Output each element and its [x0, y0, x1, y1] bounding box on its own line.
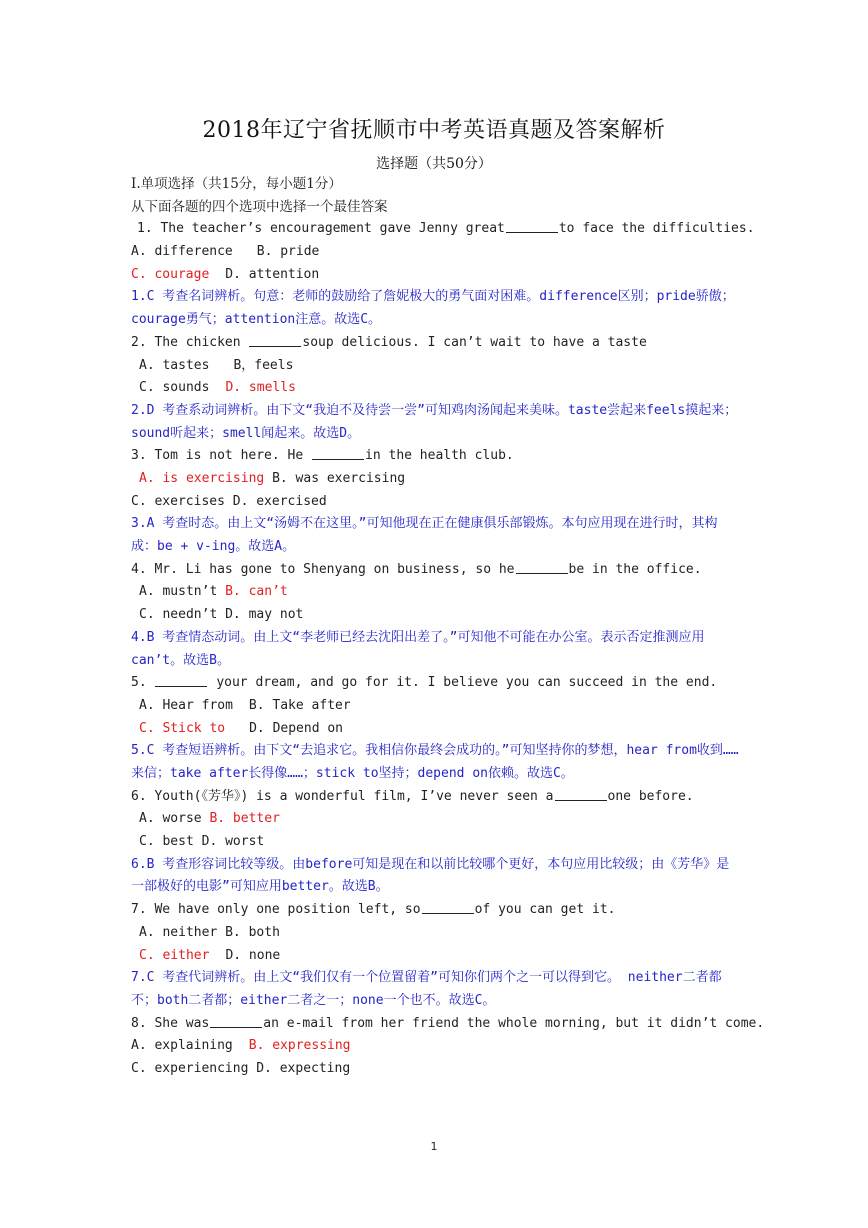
page-number: 1 — [430, 1140, 438, 1153]
question-6-options-cd — [131, 831, 741, 854]
option-d: D. worst — [201, 834, 265, 850]
option-c-correct: C. either — [139, 947, 210, 963]
question-5-stem: 5. your dream, and go for it. I believe you can succeed in the end. — [131, 675, 718, 691]
option-d-correct: D. smells — [225, 380, 296, 396]
option-c: C. exercises — [131, 493, 225, 509]
question-3-stem: 3. Tom is not here. He in the health club. — [131, 448, 514, 464]
question-3-explanation: 3.A 考查时态。由上文“汤姆不在这里。”可知他现在正在健康俱乐部锻炼。本句应用现在进行时，其构成：be + v-ing。故选A。 — [131, 516, 718, 555]
question-8-stem: 8. She was an e-mail from her friend the whole morning, but it didn’t come. — [131, 1015, 765, 1031]
instruction: 从下面各题的四个选项中选择一个最佳答案 — [131, 198, 388, 215]
option-c: C. experiencing — [131, 1061, 249, 1077]
option-b: B. pride — [256, 244, 320, 260]
question-3-options-ab — [131, 468, 741, 491]
option-d: D. none — [225, 947, 281, 963]
answer-blank — [312, 447, 364, 460]
option-d: D. attention — [225, 266, 320, 282]
option-a: A. neither — [139, 924, 218, 940]
question-3-options-cd — [131, 491, 741, 514]
question-4-stem: 4. Mr. Li has gone to Shenyang on business, so he be in the office. — [131, 561, 702, 577]
option-c: C. needn’t — [139, 607, 218, 623]
option-a-correct: A. is exercising — [139, 471, 265, 486]
option-b: B. both — [225, 924, 280, 940]
question-7-stem: 7. We have only one position left, so of you can get it. — [131, 902, 616, 918]
answer-blank — [506, 220, 558, 233]
question-5-options-ab — [131, 695, 741, 718]
option-b: B. Take after — [248, 697, 351, 713]
question-6-explanation: 6.B 考查形容词比较等级。由before可知是现在和以前比较哪个更好，本句应用比较级；由《芳华》是一部极好的电影”可知应用better。故选B。 — [131, 856, 730, 895]
option-a: A. Hear from — [139, 697, 233, 713]
question-6-stem: 6. Youth(《芳华》) is a wonderful film, I’ve never seen a one before. — [131, 788, 694, 804]
question-7-options-cd — [131, 945, 741, 968]
option-a: A. tastes — [139, 357, 210, 373]
option-b: B. was exercising — [272, 471, 406, 486]
question-5-options-cd — [131, 718, 741, 741]
document-subtitle: 选择题（共50分） — [376, 156, 492, 172]
option-c-correct: C. Stick to — [139, 720, 226, 736]
question-5-explanation: 5.C 考查短语辨析。由下文“去追求它。我相信你最终会成功的。”可知坚持你的梦想，hear from收到……来信；take after长得像……；stick to坚持；depend on依赖。故选C。 — [131, 743, 739, 782]
question-2-options-ab — [131, 355, 741, 378]
option-d: D. expecting — [256, 1061, 351, 1077]
answer-blank — [422, 901, 474, 914]
question-7-options-ab — [131, 922, 741, 945]
question-8-options-cd — [131, 1058, 741, 1081]
question-4-explanation: 4.B 考查情态动词。由上文“李老师已经去沈阳出差了。”可知他不可能在办公室。表示否定推测应用can’t。故选B。 — [131, 629, 705, 668]
option-a: A. difference — [131, 244, 233, 260]
option-d: D. exercised — [232, 493, 327, 509]
question-6-options-ab — [131, 808, 741, 831]
option-b-correct: B. expressing — [248, 1038, 351, 1054]
document-body — [131, 173, 765, 1081]
question-7-explanation: 7.C 考查代词辨析。由上文“我们仅有一个位置留着”可知你们两个之一可以得到它。 neither二者都不；both二者都；either二者之一；none一个也不。故选C。 — [131, 970, 722, 1008]
question-1-options-cd — [131, 264, 741, 287]
question-4-options-cd — [131, 604, 741, 627]
answer-blank — [516, 561, 568, 574]
question-1-options-ab — [131, 241, 741, 264]
option-c-correct: C. courage — [131, 266, 210, 282]
answer-blank — [249, 334, 301, 347]
option-d: D. may not — [225, 607, 304, 623]
question-4-options-ab — [131, 581, 741, 604]
answer-blank — [155, 674, 207, 687]
option-a: A. worse — [139, 811, 202, 827]
option-c: C. best — [139, 834, 194, 850]
section-heading: I.单项选择（共15分，每小题1分） — [131, 176, 342, 192]
option-c: C. sounds — [139, 380, 210, 396]
option-b: B，feels — [233, 357, 294, 373]
option-b-correct: B. better — [209, 811, 280, 827]
answer-blank — [210, 1015, 262, 1028]
document-title: 2018年辽宁省抚顺市中考英语真题及答案解析 — [202, 118, 666, 143]
question-2-stem: 2. The chicken soup delicious. I can’t wait to have a taste — [131, 334, 647, 350]
question-8-options-ab — [131, 1035, 741, 1058]
answer-blank — [555, 788, 607, 801]
option-a: A. explaining — [131, 1038, 233, 1054]
question-1-explanation: 1.C 考查名词辨析。句意：老师的鼓励给了詹妮极大的勇气面对困难。difference区别；pride骄傲；courage勇气；attention注意。故选C。 — [131, 289, 735, 328]
option-a: A. mustn’t — [139, 584, 218, 600]
question-2-explanation: 2.D 考查系动词辨析。由下文“我迫不及待尝一尝”可知鸡肉汤闻起来美味。taste尝起来feels摸起来；sound听起来；smell闻起来。故选D。 — [131, 402, 738, 441]
option-b-correct: B. can’t — [225, 584, 288, 600]
question-2-options-cd — [131, 377, 741, 400]
option-d: D. Depend on — [249, 720, 344, 736]
question-1-stem: 1. The teacher’s encouragement gave Jenny great to face the difficulties. — [137, 221, 755, 237]
